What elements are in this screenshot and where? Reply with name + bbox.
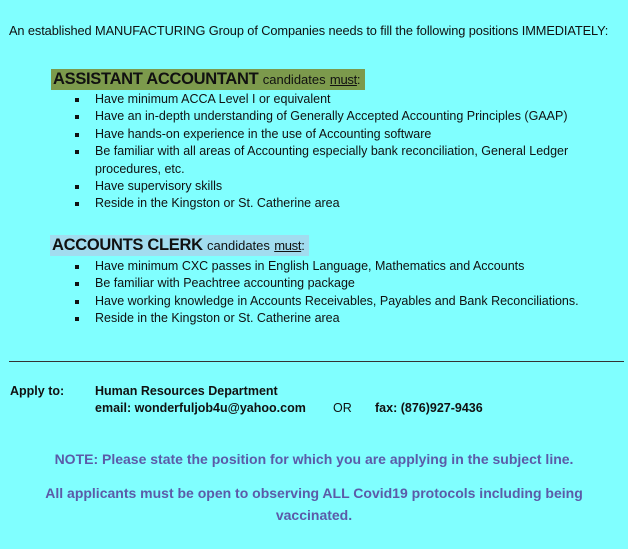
list-item: Have an in-depth understanding of Generally Accepted Accounting Principles (GAAP) (74, 108, 614, 125)
candidates-text: candidates (262, 72, 326, 87)
list-item: Have working knowledge in Accounts Receivables, Payables and Bank Reconciliations. (74, 293, 614, 310)
or-text: OR (333, 401, 352, 415)
position-title: ASSISTANT ACCOUNTANT (53, 70, 259, 88)
intro-text: An established MANUFACTURING Group of Companies needs to fill the following positions IMMEDIATELY: (9, 23, 609, 38)
assistant-accountant-heading (51, 69, 365, 90)
covid-notice: All applicants must be open to observing ALL Covid19 protocols including being vaccinated. (45, 485, 583, 523)
fax-contact: fax: (876)927-9436 (375, 401, 483, 415)
assistant-accountant-requirements (74, 91, 614, 213)
accounts-clerk-requirements (74, 258, 614, 328)
apply-to-label: Apply to: (10, 384, 65, 398)
position-title: ACCOUNTS CLERK (52, 236, 203, 254)
must-text: must (274, 238, 302, 253)
list-item: Have minimum ACCA Level I or equivalent (74, 91, 614, 108)
note-text: NOTE: Please state the position for which you are applying in the subject line. (54, 451, 574, 467)
colon: : (301, 238, 305, 253)
colon: : (356, 72, 361, 87)
list-item: Have hands-on experience in the use of Accounting software (74, 126, 614, 143)
list-item: Have supervisory skills (74, 178, 614, 195)
department: Human Resources Department (95, 384, 278, 398)
divider (9, 361, 624, 362)
list-item: Be familiar with all areas of Accounting especially bank reconciliation, General Ledger procedures, etc. (74, 143, 614, 178)
must-text: must (329, 72, 357, 87)
list-item: Have minimum CXC passes in English Language, Mathematics and Accounts (74, 258, 614, 275)
candidates-text: candidates (207, 238, 270, 253)
list-item: Reside in the Kingston or St. Catherine area (74, 195, 614, 212)
email-contact: email: wonderfuljob4u@yahoo.com (95, 401, 306, 415)
list-item: Reside in the Kingston or St. Catherine area (74, 310, 614, 327)
list-item: Be familiar with Peachtree accounting package (74, 275, 614, 292)
accounts-clerk-heading (50, 235, 309, 256)
